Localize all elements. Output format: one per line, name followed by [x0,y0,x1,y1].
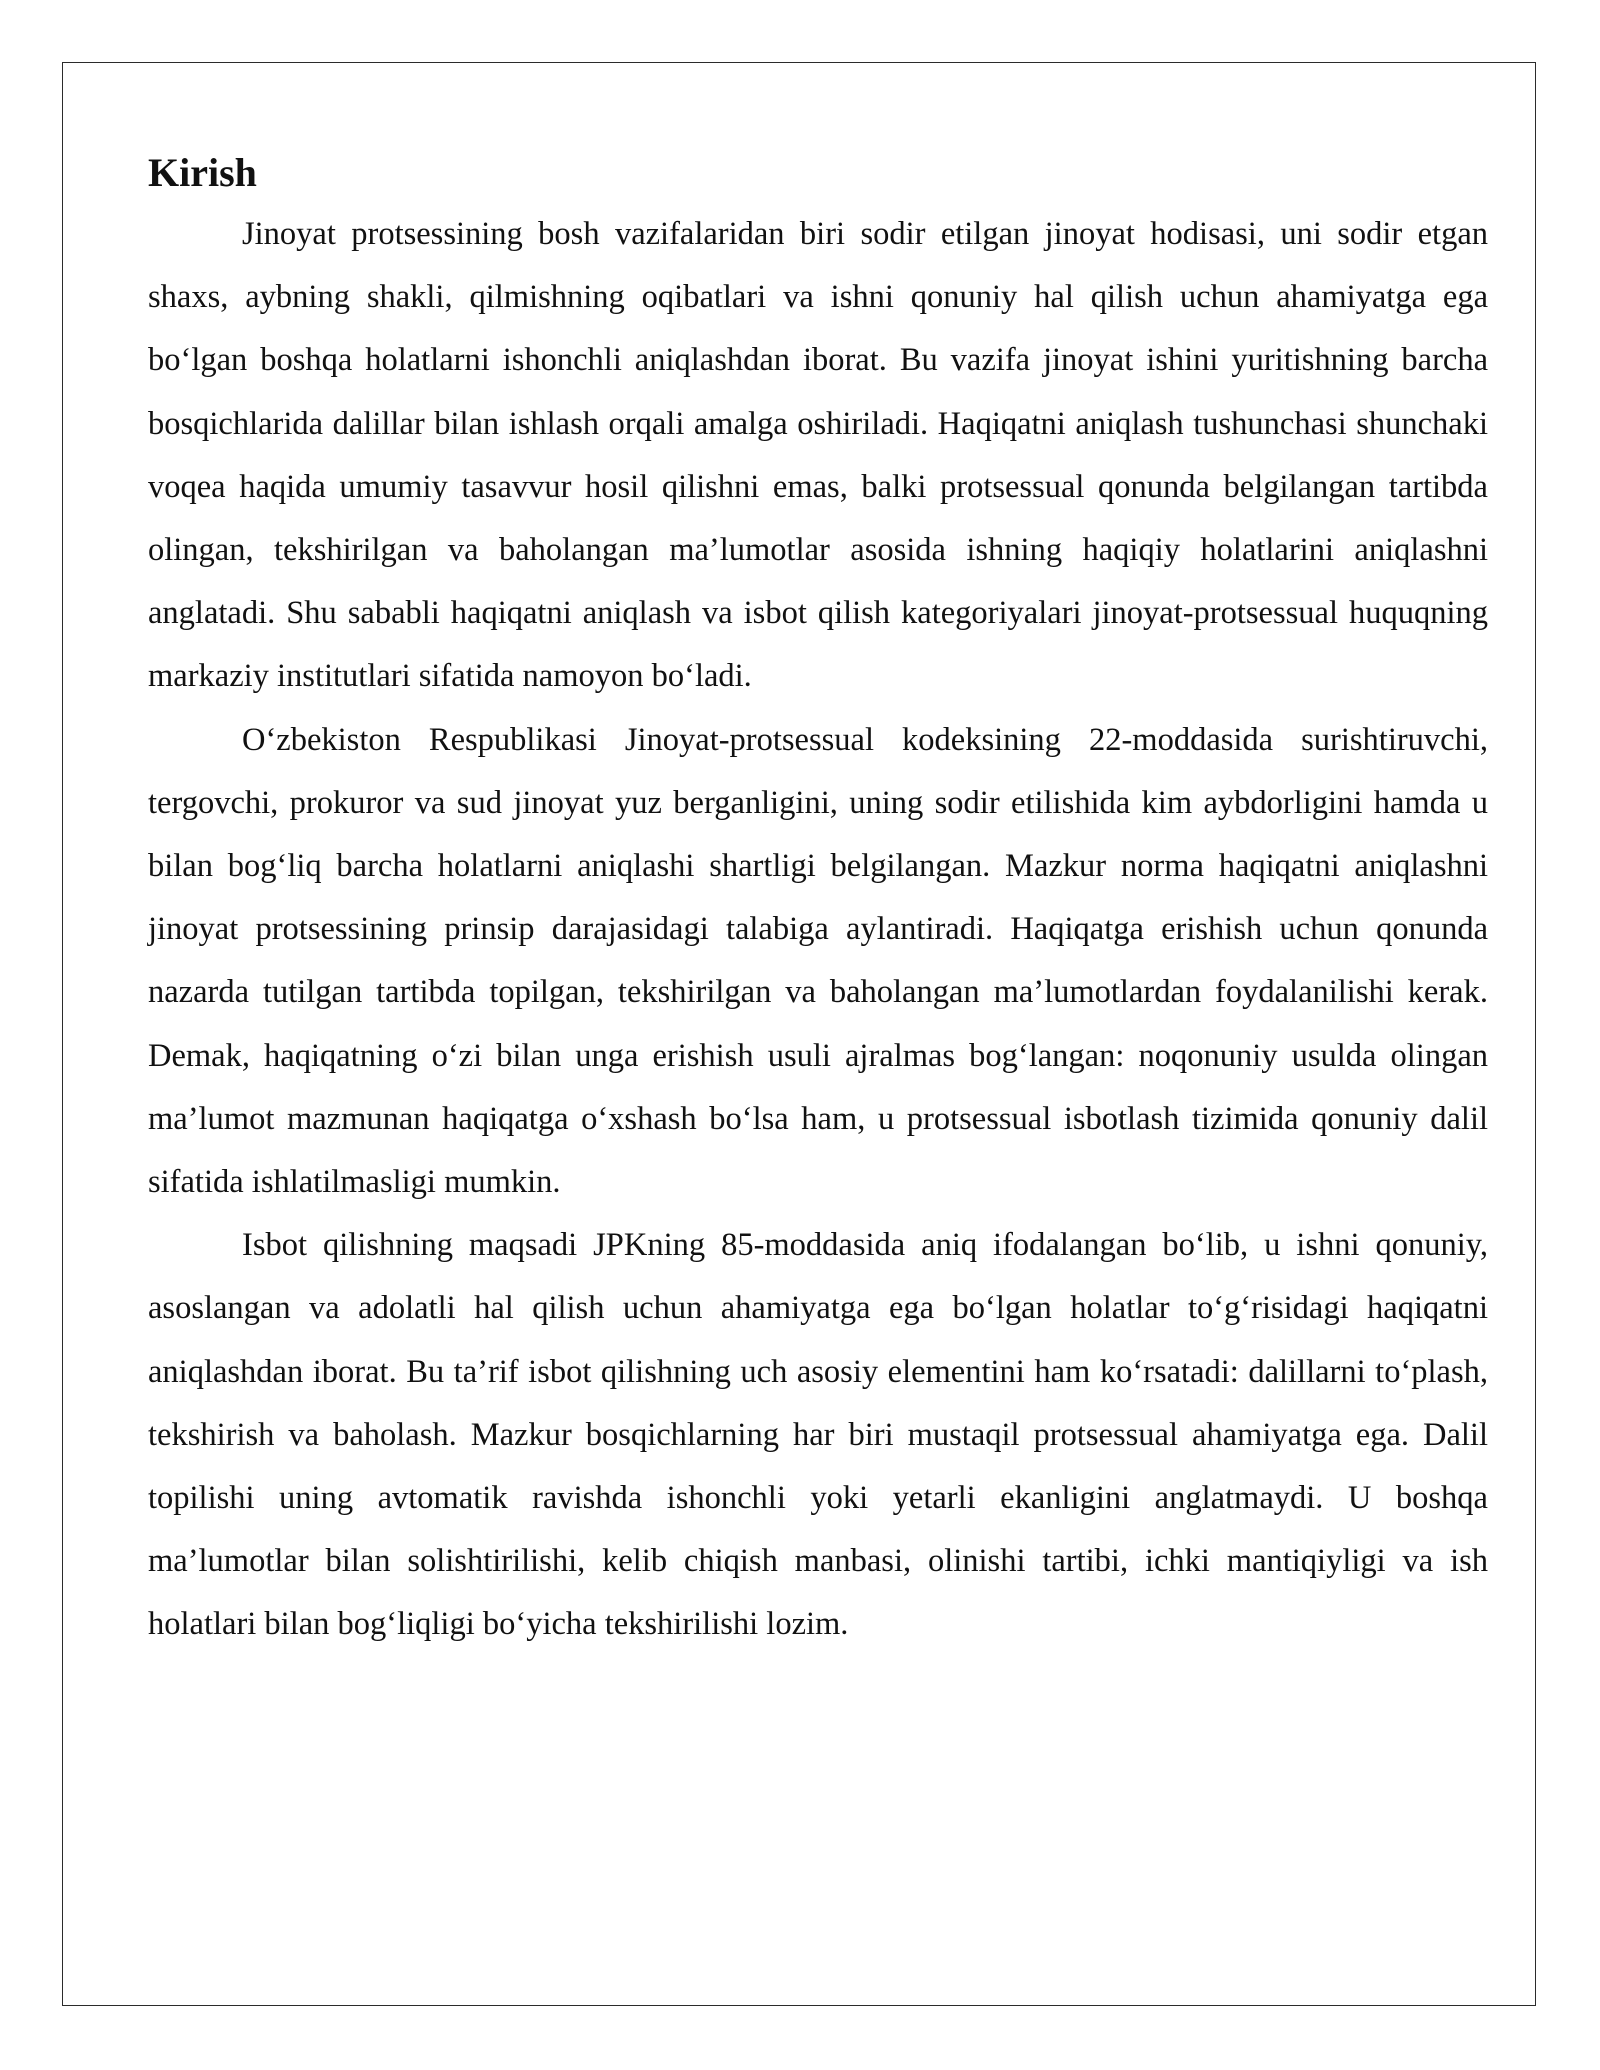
paragraph-1: Jinoyat protsessining bosh vazifalaridan biri sodir etilgan jinoyat hodisasi, uni sodir etgan shaxs, aybning shakli, qilmishning oqibatlari va ishni qonuniy hal qilish uchun ahamiyatga ega bo‘lgan boshqa holatlarni ishonchli aniqlashdan iborat. Bu vazifa jinoyat ishini yuritishning barcha bosqichlarida dalillar bilan ishlash orqali amalga oshiriladi. Haqiqatni aniqlash tushunchasi shunchaki voqea haqida umumiy tasavvur hosil qilishni emas, balki protsessual qonunda belgilangan tartibda olingan, tekshirilgan va baholangan ma’lumotlar asosida ishning haqiqiy holatlarini aniqlashni anglatadi. Shu sababli haqiqatni aniqlash va isbot qilish kategoriyalari jinoyat-protsessual huquqning markaziy institutlari sifatida namoyon bo‘ladi. [148,216,1488,695]
section-heading: Kirish [148,150,257,195]
paragraph-2: O‘zbekiston Respublikasi Jinoyat-protsessual kodeksining 22-moddasida surishtiruvchi, tergovchi, prokuror va sud jinoyat yuz berganligini, uning sodir etilishida kim aybdorligini hamda u bilan bog‘liq barcha holatlarni aniqlashi shartligi belgilangan. Mazkur norma haqiqatni aniqlashni jinoyat protsessining prinsip darajasidagi talabiga aylantiradi. Haqiqatga erishish uchun qonunda nazarda tutilgan tartibda topilgan, tekshirilgan va baholangan ma’lumotlardan foydalanilishi kerak. Demak, haqiqatning o‘zi bilan unga erishish usuli ajralmas bog‘langan: noqonuniy usulda olingan ma’lumot mazmunan haqiqatga o‘xshash bo‘lsa ham, u protsessual isbotlash tizimida qonuniy dalil sifatida ishlatilmasligi mumkin. [148,721,1488,1201]
paragraph-3: Isbot qilishning maqsadi JPKning 85-moddasida aniq ifodalangan bo‘lib, u ishni qonuniy, asoslangan va adolatli hal qilish uchun ahamiyatga ega bo‘lgan holatlar to‘g‘risidagi haqiqatni aniqlashdan iborat. Bu ta’rif isbot qilishning uch asosiy elementini ham ko‘rsatadi: dalillarni to‘plash, tekshirish va baholash. Mazkur bosqichlarning har biri mustaqil protsessual ahamiyatga ega. Dalil topilishi uning avtomatik ravishda ishonchli yoki yetarli ekanligini anglatmaydi. U boshqa ma’lumotlar bilan solishtirilishi, kelib chiqish manbasi, olinishi tartibi, ichki mantiqiyligi va ish holatlari bilan bog‘liqligi bo‘yicha tekshirilishi lozim. [148,1227,1488,1643]
document-body [148,145,1488,1657]
